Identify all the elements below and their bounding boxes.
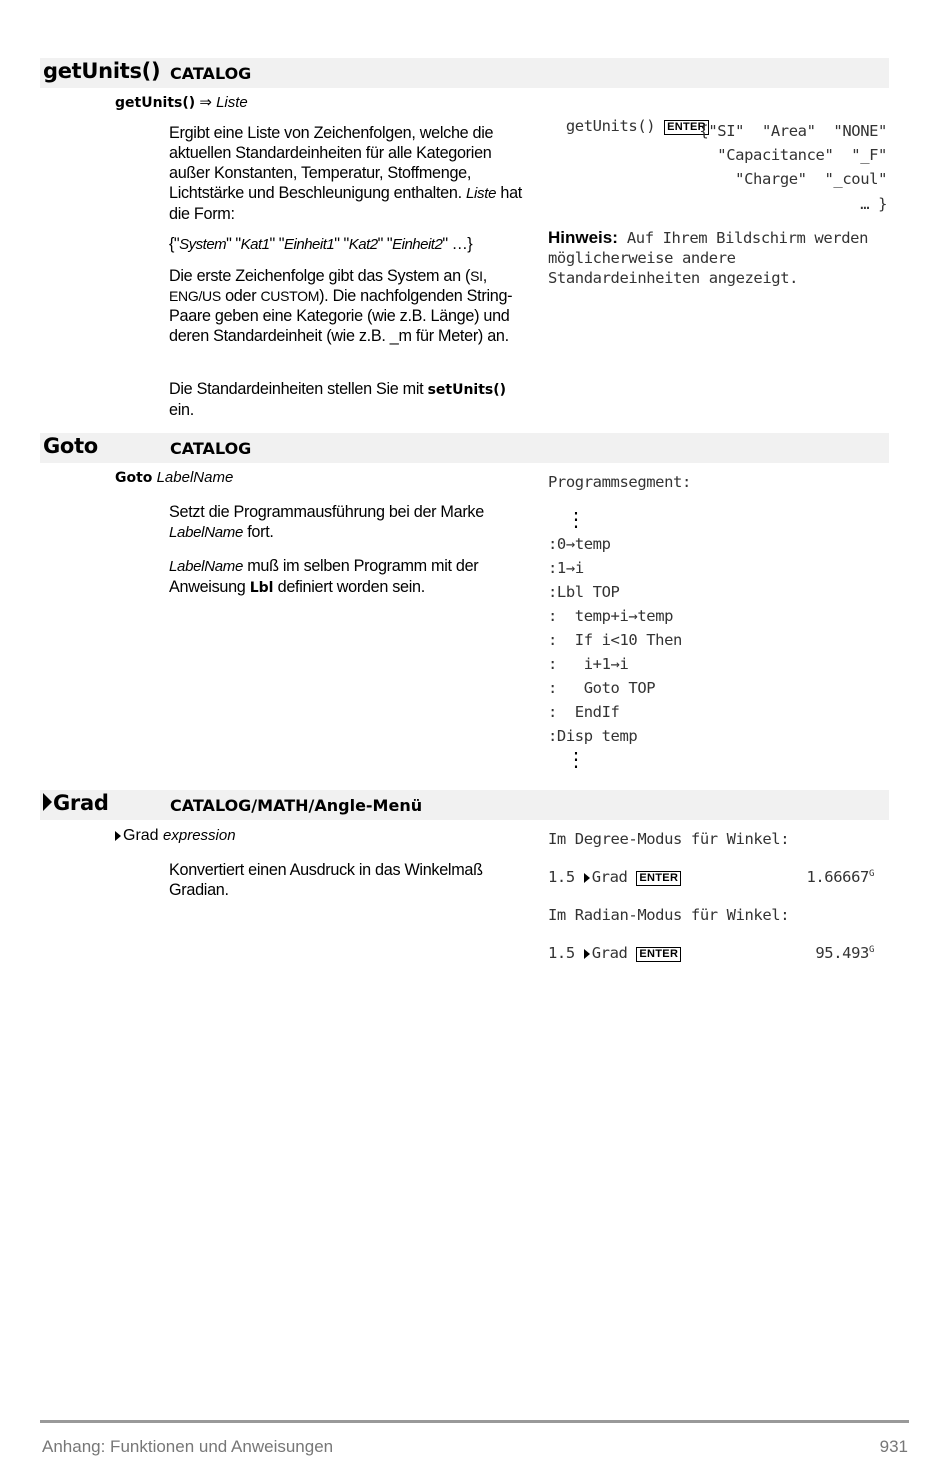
desc2-oder: oder — [220, 287, 261, 305]
code: :1 — [548, 559, 566, 577]
desc2-custom: CUSTOM — [260, 288, 320, 304]
grad-syntax — [115, 827, 236, 845]
grad-syntax-arg: expression — [163, 827, 236, 844]
desc2-text-b: ). Die nachfolgenden String-Paare geben eine Kategorie (wie z.B. Länge) und deren Standardeinheit (wie z.B. _m für Meter) an. — [169, 287, 513, 345]
getunits-syntax — [115, 93, 248, 111]
getunits-description-2 — [169, 266, 531, 346]
grad-result-2 — [815, 944, 874, 962]
code: : temp+i — [548, 607, 629, 625]
goto-desc1-text: Setzt die Programmausführung bei der Marke — [169, 503, 484, 521]
goto-desc2-labelname: LabelName — [169, 558, 244, 575]
form-quote: " " — [269, 235, 285, 253]
goto-syntax-cmd: Goto — [115, 470, 153, 486]
goto-syntax — [115, 469, 233, 486]
footer-title: Anhang: Funktionen und Anweisungen — [42, 1437, 334, 1456]
getunits-note — [548, 228, 888, 288]
goto-header — [40, 433, 889, 463]
grad-category: CATALOG/MATH/Angle-Menü — [170, 796, 423, 815]
desc2-si: SI — [470, 268, 483, 284]
goto-vdots-top: ⋮ — [566, 507, 586, 531]
convert-triangle-icon — [43, 793, 52, 811]
desc3-text: Die Standardeinheiten stellen Sie mit — [169, 380, 428, 398]
getunits-title: getUnits() — [43, 59, 161, 83]
goto-category: CATALOG — [170, 439, 252, 458]
convert-triangle-icon — [584, 873, 590, 883]
getunits-syntax-cmd: getUnits() — [115, 95, 196, 111]
getunits-header — [40, 58, 889, 88]
gradian-superscript: G — [868, 944, 874, 955]
example-cmd: Grad — [591, 944, 628, 962]
goto-line-2 — [548, 559, 584, 577]
desc2-comma: , — [482, 267, 487, 285]
desc3-text-b: ein. — [169, 401, 194, 419]
grad-header — [40, 790, 889, 820]
goto-description-1 — [169, 502, 531, 543]
result-value: 95.493 — [815, 944, 869, 962]
goto-line-9: :Disp temp — [548, 727, 638, 745]
goto-line-6 — [548, 655, 628, 673]
grad-description: Konvertiert einen Ausdruck in das Winkelmaß Gradian. — [169, 861, 483, 899]
store-arrow: → — [628, 607, 638, 625]
getunits-description-1 — [169, 123, 531, 224]
form-einheit1: Einheit1 — [284, 236, 335, 253]
getunits-desc1-liste: Liste — [465, 185, 497, 202]
getunits-description-3 — [169, 379, 531, 420]
desc2-eng: ENG/US — [169, 288, 221, 304]
getunits-desc1-text: Ergibt eine Liste von Zeichenfolgen, welche die aktuellen Standardeinheiten für alle Kategorien außer Konstanten, Temperatur, Stoffmenge, Lichtstärke und Beschleunigung enthalten. — [169, 124, 494, 202]
goto-line-4 — [548, 607, 673, 625]
goto-desc1-text-b: fort. — [243, 523, 274, 541]
store-arrow: → — [610, 655, 620, 673]
store-arrow: → — [565, 559, 575, 577]
goto-desc1-labelname: LabelName — [169, 524, 244, 541]
goto-line-3: :Lbl TOP — [548, 583, 620, 601]
note-text: Auf Ihrem Bildschirm werden möglicherweise andere Standardeinheiten angezeigt. — [548, 229, 868, 287]
goto-line-7: : Goto TOP — [548, 679, 656, 697]
form-kat1: Kat1 — [240, 236, 270, 253]
grad-mode-radian: Im Radian-Modus für Winkel: — [548, 906, 790, 924]
getunits-example-out3: "Charge" "_coul" — [735, 170, 887, 188]
goto-vdots-bottom: ⋮ — [566, 747, 586, 771]
code: i — [619, 655, 629, 673]
gradian-superscript: G — [868, 868, 874, 879]
form-kat2: Kat2 — [348, 236, 378, 253]
goto-desc2-text: muß im selben Programm mit der Anweisung — [169, 557, 479, 596]
footer-divider — [40, 1420, 909, 1423]
form-open: {" — [169, 235, 180, 253]
form-quote: " " — [377, 235, 393, 253]
goto-desc2-lbl: Lbl — [249, 580, 274, 596]
code: : i+1 — [548, 655, 611, 673]
goto-desc2-text-b: definiert worden sein. — [273, 578, 425, 596]
goto-title: Goto — [43, 434, 98, 458]
grad-title — [43, 791, 109, 815]
goto-line-8: : EndIf — [548, 703, 620, 721]
goto-line-5: : If i<10 Then — [548, 631, 682, 649]
getunits-syntax-arrow: ⇒ — [199, 94, 212, 111]
getunits-example-input — [548, 99, 709, 135]
goto-syntax-arg: LabelName — [156, 469, 234, 486]
page-number: 931 — [879, 1437, 908, 1456]
enter-key: ENTER — [664, 120, 709, 135]
convert-triangle-icon — [584, 949, 590, 959]
grad-mode-degree: Im Degree-Modus für Winkel: — [548, 830, 790, 848]
getunits-category: CATALOG — [170, 64, 252, 83]
form-system: System — [179, 236, 227, 253]
form-einheit2: Einheit2 — [392, 236, 443, 253]
result-value: 1.66667 — [806, 868, 869, 886]
example-number: 1.5 — [548, 868, 584, 886]
grad-result-1 — [806, 868, 874, 886]
code: i — [574, 559, 584, 577]
example-number: 1.5 — [548, 944, 584, 962]
grad-title-text: Grad — [53, 791, 109, 815]
form-quote: " " — [334, 235, 349, 253]
grad-syntax-cmd: Grad — [123, 827, 159, 844]
goto-line-1 — [548, 535, 611, 553]
example-input: getUnits() — [565, 117, 656, 135]
getunits-example-out4: … } — [860, 195, 887, 213]
enter-key: ENTER — [636, 947, 681, 962]
code: :0 — [548, 535, 566, 553]
goto-program-title: Programmsegment: — [548, 473, 691, 491]
convert-triangle-icon — [115, 831, 121, 841]
goto-description-2 — [169, 556, 531, 598]
grad-example-2 — [548, 944, 681, 962]
enter-key: ENTER — [636, 871, 681, 886]
code: temp — [574, 535, 611, 553]
store-arrow: → — [565, 535, 575, 553]
getunits-desc1-text-b: hat die Form: — [169, 184, 522, 223]
form-close: " …} — [442, 235, 473, 253]
form-quote: " " — [226, 235, 241, 253]
desc2-text: Die erste Zeichenfolge gibt das System an ( — [169, 267, 471, 285]
grad-example-1 — [548, 868, 681, 886]
note-label: Hinweis: — [548, 228, 618, 247]
getunits-example-out2: "Capacitance" "_F" — [717, 146, 887, 164]
code: temp — [637, 607, 674, 625]
getunits-example-out1: {"SI" "Area" "NONE" — [699, 122, 887, 140]
getunits-syntax-result: Liste — [216, 94, 248, 111]
example-cmd: Grad — [591, 868, 628, 886]
getunits-form — [169, 234, 531, 255]
desc3-setunits: setUnits() — [427, 382, 507, 398]
